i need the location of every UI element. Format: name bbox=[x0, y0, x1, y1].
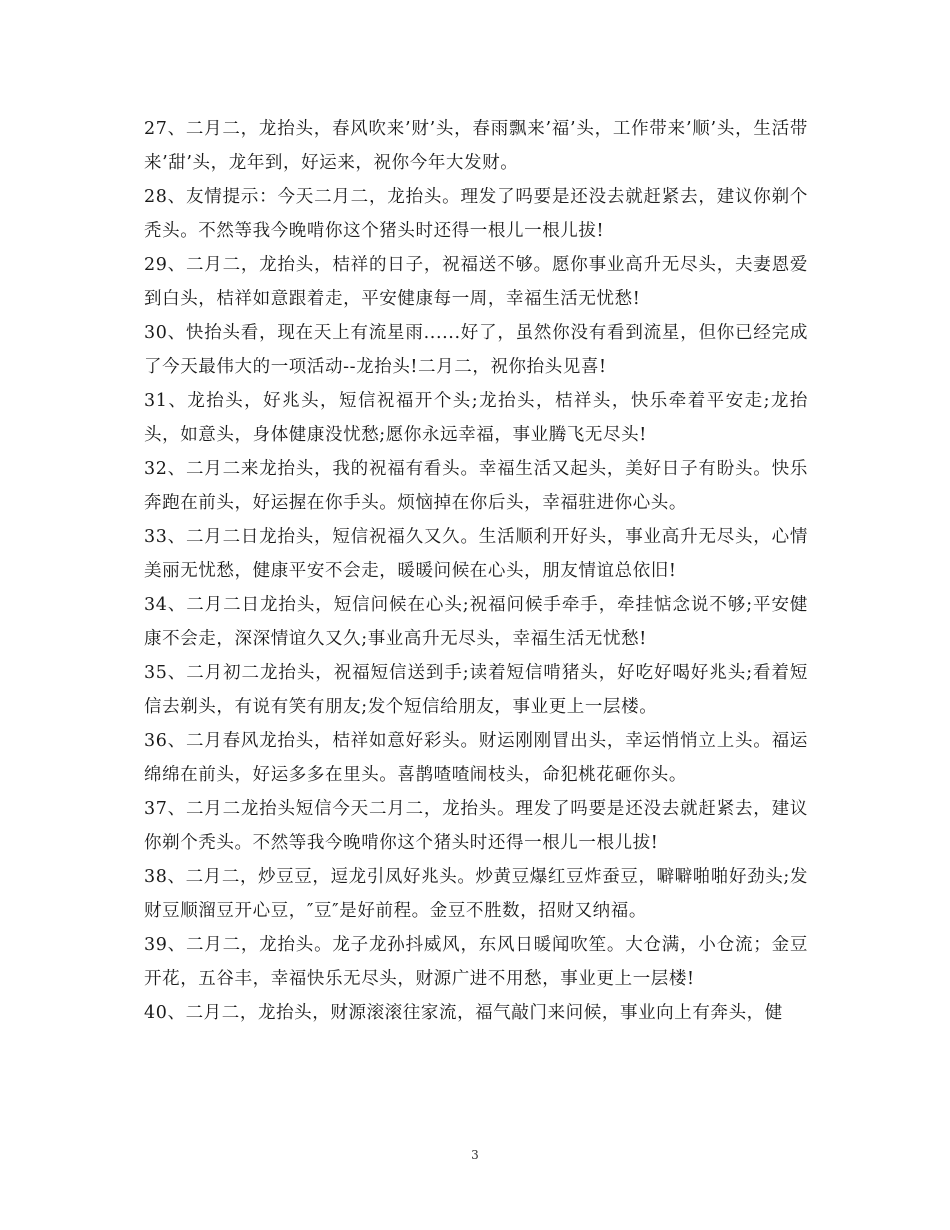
paragraph-28: 28、友情提示：今天二月二，龙抬头。理发了吗要是还没去就赶紧去，建议你剃个秃头。不然等我今晚啃你这个猪头时还得一根儿一根儿拔! bbox=[144, 187, 808, 241]
paragraph-33: 33、二月二日龙抬头，短信祝福久又久。生活顺利开好头，事业高升无尽头，心情美丽无忧愁，健康平安不会走，暖暖问候在心头，朋友情谊总依旧! bbox=[144, 527, 808, 581]
paragraph-32: 32、二月二来龙抬头，我的祝福有看头。幸福生活又起头，美好日子有盼头。快乐奔跑在前头，好运握在你手头。烦恼掉在你后头，幸福驻进你心头。 bbox=[144, 459, 808, 513]
paragraph-39: 39、二月二，龙抬头。龙子龙孙抖威风，东风日暖闻吹笙。大仓满，小仓流；金豆开花，五谷丰，幸福快乐无尽头，财源广进不用愁，事业更上一层楼! bbox=[144, 935, 808, 989]
paragraph-36: 36、二月春风龙抬头，桔祥如意好彩头。财运刚刚冒出头，幸运悄悄立上头。福运绵绵在前头，好运多多在里头。喜鹊喳喳闹枝头，命犯桃花砸你头。 bbox=[144, 731, 808, 785]
paragraph-38: 38、二月二，炒豆豆，逗龙引凤好兆头。炒黄豆爆红豆炸蚕豆，噼噼啪啪好劲头;发财豆顺溜豆开心豆，″豆″是好前程。金豆不胜数，招财又纳福。 bbox=[144, 867, 808, 921]
paragraph-34: 34、二月二日龙抬头，短信问候在心头;祝福问候手牵手，牵挂惦念说不够;平安健康不会走，深深情谊久又久;事业高升无尽头，幸福生活无忧愁! bbox=[144, 595, 808, 649]
document-body bbox=[144, 112, 808, 1030]
page-number: 3 bbox=[471, 1148, 479, 1162]
paragraph-35: 35、二月初二龙抬头，祝福短信送到手;读着短信啃猪头，好吃好喝好兆头;看着短信去剃头，有说有笑有朋友;发个短信给朋友，事业更上一层楼。 bbox=[144, 663, 808, 717]
paragraph-37: 37、二月二龙抬头短信今天二月二，龙抬头。理发了吗要是还没去就赶紧去，建议你剃个秃头。不然等我今晚啃你这个猪头时还得一根儿一根儿拔! bbox=[144, 799, 808, 853]
paragraph-29: 29、二月二，龙抬头，桔祥的日子，祝福送不够。愿你事业高升无尽头，夫妻恩爱到白头，桔祥如意跟着走，平安健康每一周，幸福生活无忧愁! bbox=[144, 255, 808, 309]
paragraph-40: 40、二月二，龙抬头，财源滚滚往家流，福气敲门来问候，事业向上有奔头，健 bbox=[144, 1003, 783, 1023]
paragraph-31: 31、龙抬头，好兆头，短信祝福开个头;龙抬头，桔祥头，快乐牵着平安走;龙抬头，如意头，身体健康没忧愁;愿你永远幸福，事业腾飞无尽头! bbox=[144, 391, 808, 445]
paragraph-27: 27、二月二，龙抬头，春风吹来’财’头，春雨飘来’福’头，工作带来’顺’头，生活带来’甜’头，龙年到，好运来，祝你今年大发财。 bbox=[144, 119, 808, 173]
paragraph-30: 30、快抬头看，现在天上有流星雨......好了，虽然你没有看到流星，但你已经完成了今天最伟大的一项活动--龙抬头!二月二，祝你抬头见喜! bbox=[144, 323, 808, 377]
